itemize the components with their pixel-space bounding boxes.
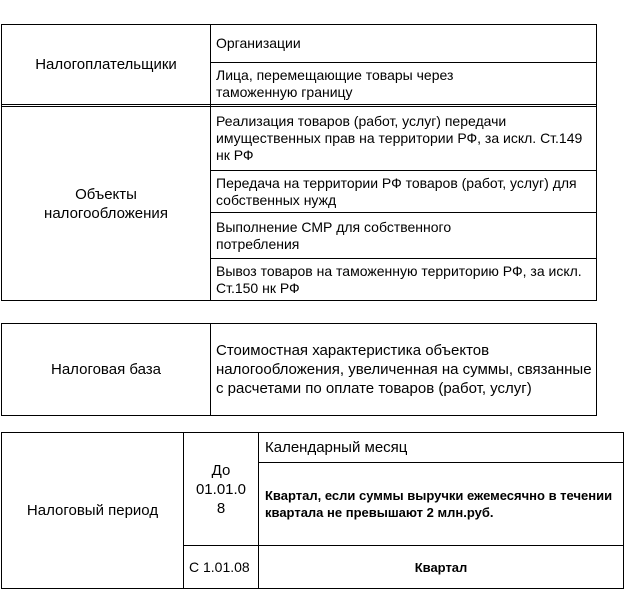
tax-objects-label: Объекты налогообложения — [44, 185, 168, 222]
tax-base-value: Стоимостная характеристика объектов налогообложения, увеличенная на суммы, связанные с расчетами по оплате товаров (работ, услуг) — [216, 342, 592, 397]
taxpayers-label: Налогоплательщики — [35, 56, 177, 73]
taxpayer-organizations: Организации — [216, 35, 301, 51]
tax-period-label: Налоговый период — [26, 502, 159, 519]
period-after-label: С 1.01.08 — [189, 558, 250, 575]
period-after-value: Квартал — [414, 559, 468, 575]
period-before-label: До 01.01.0 8 — [195, 461, 247, 517]
period-monthly: Календарный месяц — [265, 439, 408, 456]
period-quarterly-condition: Квартал, если суммы выручки ежемесячно в течении квартала не превышают 2 млн.руб. — [265, 488, 613, 520]
taxpayer-border-persons: Лица, перемещающие товары через таможенную границу — [216, 66, 454, 100]
tax-object-export: Вывоз товаров на таможенную территорию РФ, за искл. Ст.150 нк РФ — [216, 262, 582, 296]
table1-column-divider — [210, 24, 211, 301]
tax-base-label: Налоговая база — [51, 361, 161, 378]
tax-object-construction: Выполнение СМР для собственного потребления — [216, 218, 452, 252]
tax-object-own-needs: Передача на территории РФ товаров (работ, услуг) для собственных нужд — [216, 174, 577, 208]
tax-object-sales: Реализация товаров (работ, услуг) передачи имущественных прав на территории РФ, за искл. Ст.149 нк РФ — [216, 113, 583, 163]
